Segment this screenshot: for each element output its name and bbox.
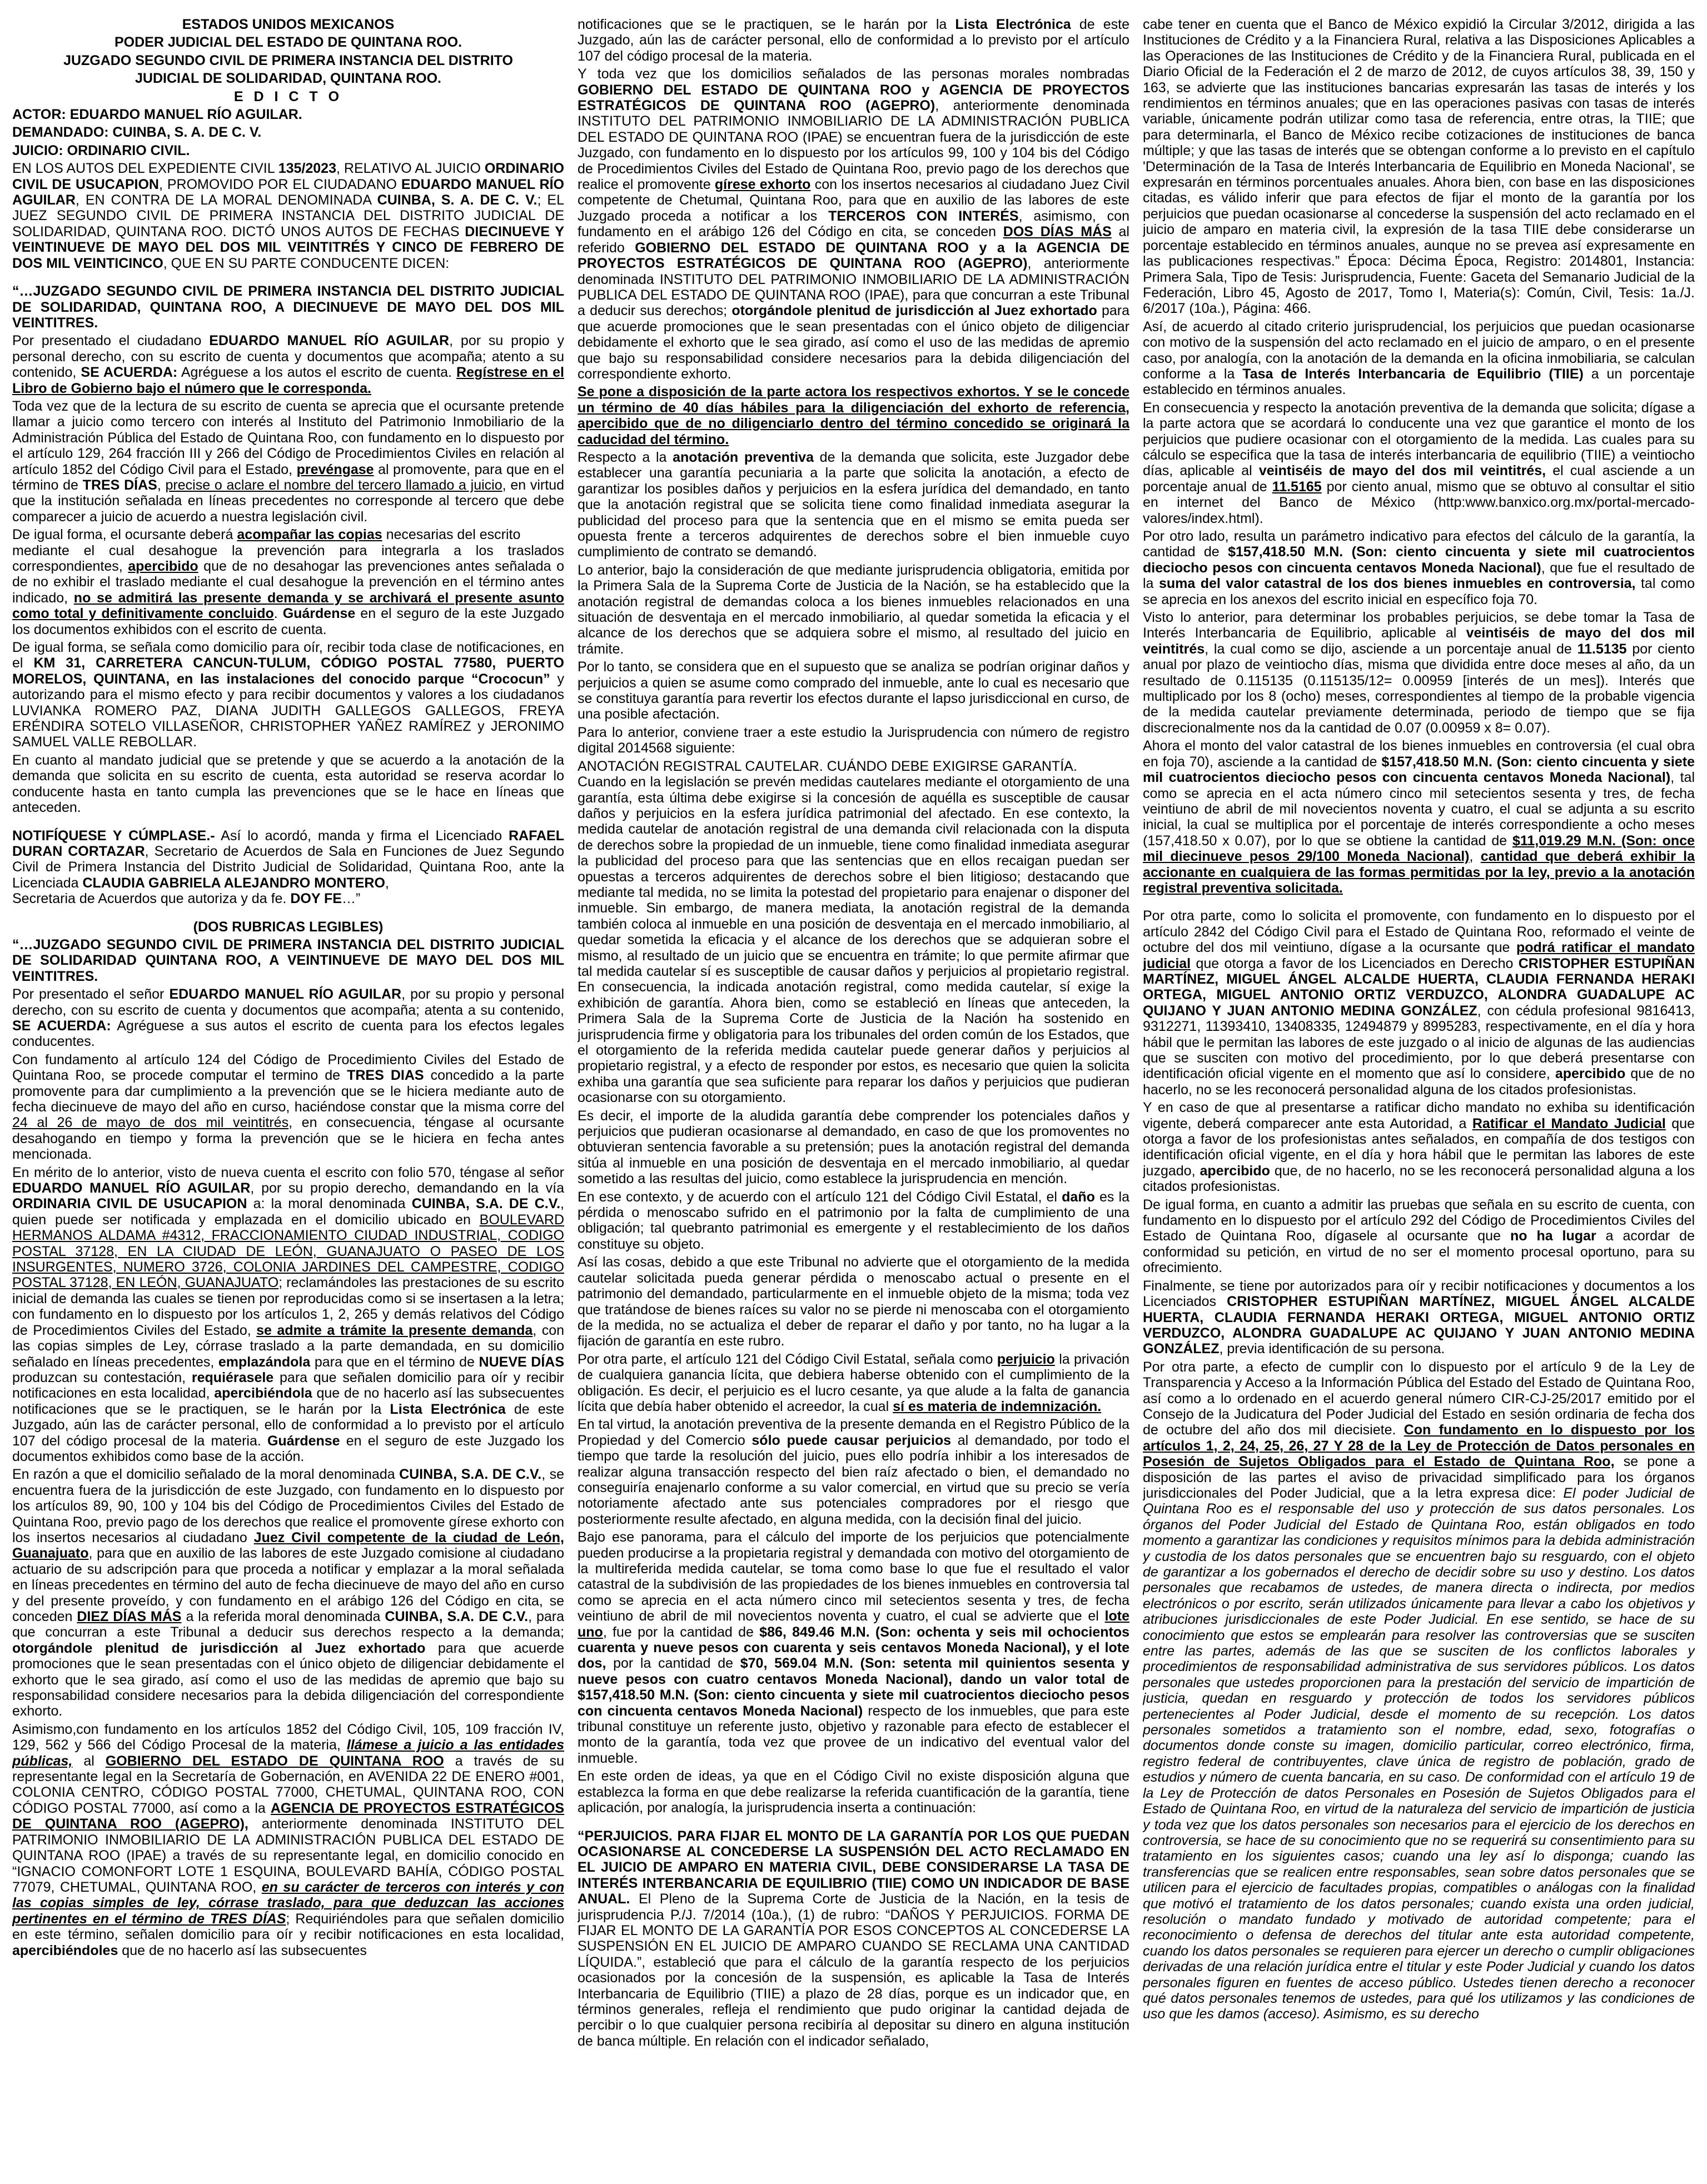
paragraph: Cuando en la legislación se prevén medidas cautelares mediante el otorgamiento de una garantía, esta última debe exigirse si la concesión de aquélla es susceptible de causar daños y perjuicios en la esfera jurídica patrimonial del afectado. En ese contexto, la medida cautelar de anotación registral de una demanda civil relacionada con la disputa de derechos sobre la propiedad de un inmueble, tiene como finalidad inmediata asegurar la publicidad del proceso para que las sentencias que en ellos recaigan puedan ser opuestas a terceros adquirentes de derechos sobre el bien litigioso; destacando que mediante tal medida, no se limita la potestad del propietario para enajenar o disponer del inmueble. Sin embargo, de manera mediata, la anotación registral de la demanda también coloca al inmueble en una posición de desventaja en el mercado inmobiliario, al quedar sometida la eficacia y el alcance de los derechos que se adquieran sobre el mismo, al resultado de un juicio que se encuentra en trámite; lo que permite afirmar que tal medida cautelar sí es susceptible de causar daños y perjuicios al propietario registral. En consecuencia, la indicada anotación registral, como medida cautelar, sí exige la exhibición de garantía. Ahora bien, como se estableció en líneas que anteceden, la Primera Sala de la Suprema Corte de Justicia de la Nación ha sostenido en jurisprudencia firme y obligatoria para los tribunales del orden común de los Estados, que el otorgamiento de la referida medida cautelar puede generar daños y perjuicios al propietario registral, y a efecto de responder por estos, es necesario que quien la solicita exhiba una garantía que sea suficiente para reparar los daños y perjuicios que pudieran ocasionarse con su otorgamiento. [578, 774, 1129, 1106]
paragraph: Para lo anterior, conviene traer a este estudio la Jurisprudencia con número de registro digital 2014568 siguiente: [578, 724, 1129, 756]
header-judiciary: PODER JUDICIAL DEL ESTADO DE QUINTANA ROO. [114, 34, 462, 51]
paragraph: En cuanto al mandato judicial que se pretende y que se acuerdo a la anotación de la demanda que solicita en su escrito de cuenta, esta autoridad se reserva acordar lo conducente hasta en tanto cumpla las prevenciones que se le hace en líneas que anteceden. [12, 752, 564, 816]
paragraph: Bajo ese panorama, para el cálculo del importe de los perjuicios que potencialmente pueden producirse a la propietaria registral y demandada con motivo del otorgamiento de la multireferida medida cautelar, se toma como base lo que fue el resultado el valor catastral de la subdivisión de las propiedades de los bienes inmuebles en controversia tal como se aprecia en el acta número cinco mil setecientos sesenta y tres, de fecha veintiuno de abril de mil novecientos noventa y cuatro, el cual se advierte que el lote uno, fue por la cantidad de $86, 849.46 M.N. (Son: ochenta y seis mil ochocientos cuarenta y nueve pesos con cuarenta y seis centavos Moneda Nacional), y el lote dos, por la cantidad de $70, 569.04 M.N. (Son: setenta mil quinientos sesenta y nueve pesos con cuatro centavos Moneda Nacional), dando un valor total de $157,418.50 M.N. (Son: ciento cincuenta y siete mil cuatrocientos dieciocho pesos con cincuenta centavos Moneda Nacional) respecto de los inmuebles, que para este tribunal constituye un referente justo, objetivo y razonable para efecto de establecer el monto de la garantía, toda vez que provee de un indicativo del eventual valor del inmueble. [578, 1529, 1129, 1766]
paragraph: En tal virtud, la anotación preventiva de la presente demanda en el Registro Público de la Propiedad y del Comercio sólo puede causar perjuicios al demandado, por todo el tiempo que tarde la resolución del juicio, pues ello podría inhibir a los interesados de realizar alguna transacción respecto del bien raíz afectado o bien, el demandado no conseguiría enajenarlo conforme a su valor comercial, en virtud que su precio se vería notoriamente afectado ante sus potenciales compradores por el riesgo que posteriormente resulte afectado, en alguna medida, con la decisión final del juicio. [578, 1417, 1129, 1527]
paragraph: Por otra parte, el artículo 121 del Código Civil Estatal, señala como perjuicio la privación de cualquiera ganancia lícita, que debiera haberse obtenido con el cumplimiento de la obligación. Es decir, el perjuicio es el lucro cesante, ya que alude a la falta de ganancia lícita que debía haber obtenido el acreedor, la cual sí es materia de indemnización. [578, 1351, 1129, 1414]
defendant-label: DEMANDADO: CUINBA, S. A. DE C. V. [12, 124, 262, 141]
intro-paragraph: EN LOS AUTOS DEL EXPEDIENTE CIVIL 135/2023, RELATIVO AL JUICIO ORDINARIO CIVIL DE USUCAPION, PROMOVIDO POR EL CIUDADANO EDUARDO MANUEL RÍO AGUILAR, EN CONTRA DE LA MORAL DENOMINADA CUINBA, S. A. DE C. V.; EL JUEZ SEGUNDO CIVIL DE PRIMERA INSTANCIA DEL DISTRITO JUDICIAL DE SOLIDARIDAD, QUINTANA ROO. DICTÓ UNOS AUTOS DE FECHAS DIECINUEVE Y VEINTINUEVE DE MAYO DEL DOS MIL VEINTITRÉS Y CINCO DE FEBRERO DE DOS MIL VEINTICINCO, QUE EN SU PARTE CONDUCENTE DICEN: [12, 161, 564, 271]
paragraph: De igual forma, en cuanto a admitir las pruebas que señala en su escrito de cuenta, con fundamento en lo dispuesto por el artículo 292 del Código de Procedimientos Civiles del Estado de Quintana Roo, dígasele al ocursante que no ha lugar a acordar de conformidad su petición, en virtud de no ser el momento procesal oportuno, para su ofrecimiento. [1143, 1196, 1695, 1276]
paragraph: Se pone a disposición de la parte actora los respectivos exhortos. Y se le concede un término de 40 días hábiles para la diligenciación del exhorto de referencia, apercibido que de no diligenciarlo dentro del término concedido se originará la caducidad del término. [578, 384, 1129, 447]
paragraph: En este orden de ideas, ya que en el Código Civil no existe disposición alguna que establezca la forma en que debe realizarse la referida cuantificación de la garantía, tiene aplicación, por analogía, la jurisprudencia inserta a continuación: [578, 1768, 1129, 1816]
column-3 [1143, 17, 1695, 2173]
header-country: ESTADOS UNIDOS MEXICANOS [182, 17, 395, 32]
paragraph: En mérito de lo anterior, visto de nueva cuenta el escrito con folio 570, téngase al señor EDUARDO MANUEL RÍO AGUILAR, por su propio derecho, demandando en la vía ORDINARIA CIVIL DE USUCAPION a: la moral denominada CUINBA, S.A. DE C.V., quien puede ser notificada y emplazada en el domicilio ubicado en BOULEVARD HERMANOS ALDAMA #4312, FRACCIONAMIENTO CIUDAD INDUSTRIAL, CODIGO POSTAL 37128, EN LA CIUDAD DE LEÓN, GUANAJUATO O PASEO DE LOS INSURGENTES, NUMERO 3726, COLONIA JARDINES DEL CAMPESTRE, CODIGO POSTAL 37128, EN LEÓN, GUANAJUATO; reclamándoles las prestaciones de su escrito inicial de demanda las cuales se tienen por reproducidas como si se insertasen a la letra; con fundamento en lo dispuesto por los artículos 1, 2, 265 y demás relativos del Código de Procedimientos Civiles del Estado, se admite a trámite la presente demanda, con las copias simples de Ley, córrase traslado a la parte demandada, en su domicilio señalado en líneas precedentes, emplazándola para que en el término de NUEVE DÍAS produzcan su contestación, requiérasele para que señalen domicilio para oír y recibir notificaciones en esta localidad, apercibiéndola que de no hacerlo así las subsecuentes notificaciones que se le practiquen, se le harán por la Lista Electrónica de este Juzgado, aún las de carácter personal, ello de conformidad a lo previsto por el artículo 107 del código procesal de la materia. Guárdense en el seguro de este Juzgado los documentos exhibidos como base de la acción. [12, 1164, 564, 1464]
paragraph: Por otra parte, como lo solicita el promovente, con fundamento en lo dispuesto por el artículo 2842 del Código Civil para el Estado de Quintana Roo, reformado el veinte de octubre del dos mil veintiuno, dígase a la ocursante que podrá ratificar el mandato judicial que otorga a favor de los Licenciados en Derecho CRISTOPHER ESTUPIÑAN MARTÍNEZ, MIGUEL ÁNGEL ALCALDE HUERTA, CLAUDIA FERNANDA HERAKI ORTEGA, MIGUEL ANTONIO ORTIZ VERDUZCO, ALONDRA GUADALUPE AC QUIJANO Y JUAN ANTONIO MEDINA GONZÁLEZ, con cédula profesional 9816413, 9312271, 11393410, 13408335, 12494879 y 8995283, respectivamente, en el día y hora hábil que le permitan las labores de este juzgado o al inicio de algunas de las audiencias que se susciten con motivo del procedimiento, por lo que deberá presentarse con identificación oficial vigente en el momento que así lo considere, apercibido que de no hacerlo, no se les reconocerá personalidad alguna de los citados profesionistas. [1143, 908, 1695, 1098]
paragraph: En consecuencia y respecto la anotación preventiva de la demanda que solicita; dígase a la parte actora que se acordará lo conducente una vez que garantice el monto de los perjuicios que pudiere ocasionar con el otorgamiento de la medida. Las cuales para su cálculo se especifica que la tasa de interés interbancaria de equilibrio (TIIE) a veintiocho días, aplicable al veintiséis de mayo del dos mil veintitrés, el cual asciende a un porcentaje anual de 11.5165 por ciento anual, mismo que se obtuvo al consultar el sitio en internet del Banco de México (http:www.banxico.org.mx/portal-mercado-valores/index.html). [1143, 400, 1695, 526]
column-1 [12, 17, 564, 2173]
header-court: JUZGADO SEGUNDO CIVIL DE PRIMERA INSTANCIA DEL DISTRITO [63, 52, 513, 68]
paragraph: Por otra parte, a efecto de cumplir con lo dispuesto por el artículo 9 de la Ley de Transparencia y Acceso a la Información Pública del Estado del Estado de Quintana Roo, así como a lo ordenado en el acuerdo general número CIR-CJ-25/2017 emitido por el Consejo de la Judicatura del Poder Judicial del Estado en sesión ordinaria de fecha dos de octubre del año dos mil diecisiete. Con fundamento en lo dispuesto por los artículos 1, 2, 24, 25, 26, 27 Y 28 de la Ley de Protección de Datos personales en Posesión de Sujetos Obligados para el Estado de Quintana Roo, se pone a disposición de las partes el aviso de privacidad simplificado para los órganos jurisdiccionales del Poder Judicial, que a la letra expresa dice: El poder Judicial de Quintana Roo es el responsable del uso y protección de sus datos personales. Los órganos del Poder Judicial del Estado de Quintana Roo, están obligados en todo momento a garantizar las condiciones y requisitos mínimos para la debida administración y custodia de los datos personales que se encuentren bajo su resguardo, con el objeto de garantizar a los gobernados el derecho de decidir sobre su uso y destino. Los datos personales que recabamos de ustedes, de manera directa o indirecta, por medios electrónicos o por escrito, serán utilizados únicamente para llevar a cabo los objetivos y atribuciones jurisdiccionales de este Poder Judicial. En ese sentido, se hace de su conocimiento que estos se emplearán para resolver las controversias que se susciten entre las partes, además de las que se susciten de los conflictos laborales y procedimientos de responsabilidad administrativa de sus servidores públicos. Los datos personales que ustedes proporcionen para la prestación del servicio de impartición de justicia, quedan en resguardo y protección de todos los servidores públicos pertenecientes al Poder Judicial, desde el momento de su recepción. Los datos personales sometidos a tratamiento son el nombre, edad, sexo, fotografías o documentos donde conste su imagen, domicilio particular, correo electrónico, firma, registro federal de contribuyentes, clave única de registro de población, grado de estudios y número de cuenta bancaria, en su caso. De conformidad con el artículo 19 de la Ley de Protección de datos Personales en Posesión de Sujetos Obligados para el Estado de Quintana Roo, en virtud de la naturaleza del servicio de impartición de justicia y toda vez que los datos personales son necesarios para el ejercicio de los derechos en controversia, se hace de su conocimiento que no se requerirá su consentimiento para su tratamiento en los siguientes casos; cuando una ley así lo disponga; cuando las transferencias que se realicen entre responsables, sean sobre datos personales que se utilicen para el ejercicio de facultades propias, compatibles o análogas con la finalidad que motivó el tratamiento de los datos personales; cuando exista una orden judicial, resolución o mandato fundado y motivado de autoridad competente; para el reconocimiento o defensa de derechos del titular ante esta autoridad competente, cuando los datos personales se requieren para ejercer un derecho o cumplir obligaciones derivadas de una relación jurídica entre el titular y este Poder Judicial y cuando los datos personales figuren en fuentes de acceso público. Ustedes tienen derecho a reconocer qué datos personales tenemos de ustedes, para qué los utilizamos y las condiciones de uso que les damos (acceso). Asimismo, es su derecho [1143, 1359, 1695, 2022]
page-title: E D I C T O [233, 88, 343, 104]
paragraph: Ahora el monto del valor catastral de los bienes inmuebles en controversia (el cual obra en foja 70), asciende a la cantidad de $157,418.50 M.N. (Son: ciento cincuenta y siete mil cuatrocientos dieciocho pesos con cincuenta centavos Moneda Nacional), tal como se aprecia en el acta número cinco mil setecientos sesenta y tres, de fecha veintiuno de abril de mil novecientos noventa y cuatro, el cual se adjunta a su escrito inicial, la cual se multiplica por el porcentaje de interés correspondiente a ocho meses (157,418.50 x 0.07), por lo que se obtiene la cantidad de $11,019.29 M.N. (Son: once mil diecinueve pesos 29/100 Moneda Nacional), cantidad que deberá exhibir la accionante en cualquiera de las formas permitidas por la ley, previo a la anotación registral preventiva solicitada. [1143, 738, 1695, 896]
paragraph: Toda vez que de la lectura de su escrito de cuenta se aprecia que el ocursante pretende llamar a juicio como tercero con interés al Instituto del Patrimonio Inmobiliario de la Administración Pública del Estado de Quintana Roo, con fundamento en lo dispuesto por el artículo 129, 264 fracción III y 266 del Código de Procedimientos Civiles en relación al artículo 1852 del Código Civil para el Estado, prevéngase al promovente, para que en el término de TRES DÍAS, precise o aclare el nombre del tercero llamado a juicio, en virtud que la institución señalada en líneas precedentes no corresponde al tercero que debe comparecer a juicio de acuerdo a nuestra legislación civil. [12, 398, 564, 525]
paragraph: Finalmente, se tiene por autorizados para oír y recibir notificaciones y documentos a los Licenciados CRISTOPHER ESTUPIÑAN MARTÍNEZ, MIGUEL ÁNGEL ALCALDE HUERTA, CLAUDIA FERNANDA HERAKI ORTEGA, MIGUEL ANTONIO ORTIZ VERDUZCO, ALONDRA GUADALUPE AC QUIJANO Y JUAN ANTONIO MEDINA GONZÁLEZ, previa identificación de su persona. [1143, 1278, 1695, 1357]
paragraph: En ese contexto, y de acuerdo con el artículo 121 del Código Civil Estatal, el daño es la pérdida o menoscabo sufrido en el patrimonio por la falta de cumplimiento de una obligación; tal quebranto patrimonial es emergente y el restablecimiento de los daños constituye su objeto. [578, 1189, 1129, 1252]
paragraph: Así, de acuerdo al citado criterio jurisprudencial, los perjuicios que puedan ocasionarse con motivo de la suspensión del acto reclamado en el juicio de amparo, o en el presente caso, por analogía, con la anotación de la demanda en la oficina inmobiliaria, se calculan conforme a la Tasa de Interés Interbancaria de Equilibrio (TIIE) a un porcentaje establecido en términos anuales. [1143, 318, 1695, 398]
paragraph: Y en caso de que al presentarse a ratificar dicho mandato no exhiba su identificación vigente, deberá comparecer ante esta Autoridad, a Ratificar el Mandato Judicial que otorga a favor de los profesionistas antes señalados, en compañía de dos testigos con identificación oficial vigente, en el día y hora hábil que le permitan las labores de este juzgado, apercibido que, de no hacerlo, no se les reconocerá personalidad alguna a los citados profesionistas. [1143, 1100, 1695, 1195]
paragraph: De igual forma, el ocursante deberá acompañar las copias necesarias del escrito mediante el cual desahogue la prevención para integrarla a los traslados correspondientes, apercibido que de no desahogar las prevenciones antes señalada o de no exhibir el traslado mediante el cual desahogue la prevención en el término antes indicado, no se admitirá las presente demanda y se archivará el presente asunto como total y definitivamente concluido. Guárdense en el seguro de la este Juzgado los documentos exhibidos con el escrito de cuenta. [12, 527, 564, 637]
paragraph: Por presentado el señor EDUARDO MANUEL RÍO AGUILAR, por su propio y personal derecho, con su escrito de cuenta y documentos que acompaña; atenta a su contenido, SE ACUERDA: Agréguese a sus autos el escrito de cuenta para los efectos legales conducentes. [12, 986, 564, 1050]
paragraph: Por otro lado, resulta un parámetro indicativo para efectos del cálculo de la garantía, la cantidad de $157,418.50 M.N. (Son: ciento cincuenta y siete mil cuatrocientos dieciocho pesos con cincuenta centavos Moneda Nacional), que fue el resultado de la suma del valor catastral de los dos bienes inmuebles en controversia, tal como se aprecia en los anexos del escrito inicial en específico foja 70. [1143, 528, 1695, 607]
paragraph: Lo anterior, bajo la consideración de que mediante jurisprudencia obligatoria, emitida por la Primera Sala de la Suprema Corte de Justicia de la Nación, se ha establecido que la anotación registral de demandas coloca a los bienes inmuebles relacionados en una situación de desventaja en el mercado inmobiliario, al quedar sometida la eficacia y el alcance de los derechos que se adquiera sobre el mismo, al resultado del juicio en trámite. [578, 562, 1129, 657]
signatures-note: (DOS RUBRICAS LEGIBLES) [193, 919, 384, 935]
paragraph: Con fundamento al artículo 124 del Código de Procedimiento Civiles del Estado de Quintana Roo, se procede computar el termino de TRES DIAS concedido a la parte promovente para dar cumplimiento a la prevención que se le hiciera mediante auto de fecha diecinueve de mayo del año en curso, haciéndose constar que la misma corre del 24 al 26 de mayo de dos mil veintitrés, en consecuencia, téngase al ocursante desahogando en tiempo y forma la prevención que se le hiciera en fecha antes mencionada. [12, 1051, 564, 1163]
paragraph: En razón a que el domicilio señalado de la moral denominada CUINBA, S.A. DE C.V., se encuentra fuera de la jurisdicción de este Juzgado, con fundamento en lo dispuesto por los artículos 89, 90, 100 y 104 bis del Código de Procedimientos Civiles del Estado de Quintana Roo, previo pago de los derechos que realice el promovente gírese exhorto con los insertos necesarios al ciudadano Juez Civil competente de la ciudad de León, Guanajuato, para que en auxilio de las labores de este Juzgado comisione al ciudadano actuario de su adscripción para que proceda a notificar y emplazar a la moral señalada en líneas precedentes en término del auto de fecha diecinueve de mayo del año en curso y del presente proveído, y con fundamento en el arábigo 126 del Código en cita, se conceden DIEZ DÍAS MÁS a la referida moral denominada CUINBA, S.A. DE C.V., para que concurran a este Tribunal a deducir sus derechos respecto a la demanda; otorgándole plenitud de jurisdicción al Juez exhortado para que acuerde promociones que le sean presentadas con el único objeto de diligenciar debidamente el exhorto que le sea girado, así como el uso de las medidas de apremio que bajo su responsabilidad considere necesarios para la debida diligenciación del correspondiente exhorto. [12, 1467, 564, 1719]
paragraph: cabe tener en cuenta que el Banco de México expidió la Circular 3/2012, dirigida a las Instituciones de Crédito y a la Financiera Rural, relativa a las Disposiciones Aplicables a las Operaciones de las Instituciones de Crédito y de la Financiera Rural, publicada en el Diario Oficial de la Federación el 2 de marzo de 2012, de cuyos artículos 38, 39, 150 y 163, se advierte que las instituciones bancarias expresarán las tasas de interés y los rendimientos en términos anuales; que en las operaciones pasivas con tasas de interés variable, únicamente podrán utilizar como tasa de referencia, entre otras, la TIIE; que para determinarla, el Banco de México recibe cotizaciones de instituciones de banca múltiple; y que las tasas de interés que se obtengan conforme a lo previsto en el capítulo 'Determinación de la Tasa de Interés Interbancaria de Equilibrio en Moneda Nacional', se expresarán en términos porcentuales anuales. Ahora bien, con base en las disposiciones citadas, es válido inferir que para efectos de fijar el monto de la garantía por los perjuicios que puedan ocasionarse al concederse la suspensión del acto reclamado en el juicio de amparo en materia civil, la expresión de la tasa TIIE debe considerarse un porcentaje establecido en términos anuales, aunque no se prevea así expresamente en las publicaciones respectivas.” Época: Décima Época, Registro: 2014801, Instancia: Primera Sala, Tipo de Tesis: Jurisprudencia, Fuente: Gaceta del Semanario Judicial de la Federación, Libro 45, Agosto de 2017, Tomo I, Materia(s): Común, Civil, Tesis: 1a./J. 6/2017 (10a.), Página: 466. [1143, 17, 1695, 317]
paragraph: “PERJUICIOS. PARA FIJAR EL MONTO DE LA GARANTÍA POR LOS QUE PUEDAN OCASIONARSE AL CONCEDERSE LA SUSPENSIÓN DEL ACTO RECLAMADO EN EL JUICIO DE AMPARO EN MATERIA CIVIL, DEBE CONSIDERARSE LA TASA DE INTERÉS INTERBANCARIA DE EQUILIBRIO (TIIE) COMO UN INDICADOR DE BASE ANUAL. El Pleno de la Suprema Corte de Justicia de la Nación, en la tesis de jurisprudencia P./J. 7/2014 (10a.), (1) de rubro: “DAÑOS Y PERJUICIOS. FORMA DE FIJAR EL MONTO DE LA GARANTÍA POR ESOS CONCEPTOS AL CONCEDERSE LA SUSPENSIÓN EN EL JUICIO DE AMPARO CUANDO SE RECLAMA UNA CANTIDAD LÍQUIDA.”, estableció que para el cálculo de la garantía respecto de los perjuicios ocasionados por la concesión de la suspensión, es aplicable la Tasa de Interés Interbancaria de Equilibrio (TIIE) a plazo de 28 días, porque es un indicador que, en términos generales, refleja el rendimiento que pudo originar la cantidad dejada de percibir o lo que cualquier persona recibiría al depositar su dinero en alguna institución de banca múltiple. En relación con el indicador señalado, [578, 1828, 1129, 2049]
auto1-heading: “…JUZGADO SEGUNDO CIVIL DE PRIMERA INSTANCIA DEL DISTRITO JUDICIAL DE SOLIDARIDAD, QUINTANA ROO, A DIECINUEVE DE MAYO DEL DOS MIL VEINTITRES. [12, 283, 564, 331]
paragraph: Y toda vez que los domicilios señalados de las personas morales nombradas GOBIERNO DEL ESTADO DE QUINTANA ROO y AGENCIA DE PROYECTOS ESTRATÉGICOS DE QUINTANA ROO (AGEPRO), anteriormente denominada INSTITUTO DEL PATRIMONIO INMOBILIARIO DE LA ADMINISTRACIÓN PUBLICA DEL ESTADO DE QUINTANA ROO (IPAE) se encuentran fuera de la jurisdicción de este Juzgado, con fundamento en lo dispuesto por los artículos 99, 100 y 104 bis del Código de Procedimientos Civiles del Estado de Quintana Roo, previo pago de los derechos que realice el promovente gírese exhorto con los insertos necesarios al ciudadano Juez Civil competente de Chetumal, Quintana Roo, para que en auxilio de las labores de este Juzgado proceda a notificar a los TERCEROS CON INTERÉS, asimismo, con fundamento en el arábigo 126 del Código en cita, se conceden DOS DÍAS MÁS al referido GOBIERNO DEL ESTADO DE QUINTANA ROO y a la AGENCIA DE PROYECTOS ESTRATÉGICOS DE QUINTANA ROO (AGEPRO), anteriormente denominada INSTITUTO DEL PATRIMONIO INMOBILIARIO DE LA ADMINISTRACIÓN PUBLICA DEL ESTADO DE QUINTANA ROO (IPAE), para que concurran a este Tribunal a deducir sus derechos; otorgándole plenitud de jurisdicción al Juez exhortado para que acuerde promociones que le sean presentadas con el único objeto de diligenciar debidamente el exhorto que le sea girado, así como el uso de las medidas de apremio que bajo su responsabilidad considere necesarios para la debida diligenciación del correspondiente exhorto. [578, 66, 1129, 382]
actor-label: ACTOR: EDUARDO MANUEL RÍO AGUILAR. [12, 107, 302, 123]
paragraph: Así las cosas, debido a que este Tribunal no advierte que el otorgamiento de la medida cautelar solicitada pueda generar pérdida o menoscabo actual o presente en el patrimonio del demandado, particularmente en el inmueble objeto de la misma; toda vez que tratándose de bienes raíces su valor no se pierde ni menoscaba con el otorgamiento de la medida, no se actualiza el deber de reparar el daño y por tanto, no ha lugar a la fijación de garantía en este rubro. [578, 1254, 1129, 1349]
trial-label: JUICIO: ORDINARIO CIVIL. [12, 142, 190, 158]
jurisprudence-title: ANOTACIÓN REGISTRAL CAUTELAR. CUÁNDO DEBE EXIGIRSE GARANTÍA. [578, 758, 1077, 774]
paragraph: Por lo tanto, se considera que en el supuesto que se analiza se podrían originar daños y perjuicios a quien se asume como comprado del inmueble, ante lo cual es necesario que se constituya garantía para revertir los efectos durante el lapso jurisdiccional en curso, de una posible afectación. [578, 659, 1129, 722]
paragraph: De igual forma, se señala como domicilio para oír, recibir toda clase de notificaciones, en el KM 31, CARRETERA CANCUN-TULUM, CÓDIGO POSTAL 77580, PUERTO MORELOS, QUINTANA, en las instalaciones del conocido parque “Crococun” y autorizando para el mismo efecto y para recibir documentos y valores a los ciudadanos LUVIANKA ROMERO PAZ, DIANA JUDITH GALLEGOS GALLEGOS, FREYA ERÉNDIRA SOTELO VILLASEÑOR, CHRISTOPHER YAÑEZ RAMÍREZ y JERONIMO SAMUEL VALLE REBOLLAR. [12, 640, 564, 750]
paragraph: Visto lo anterior, para determinar los probables perjuicios, se debe tomar la Tasa de Interés Interbancaria de Equilibrio, aplicable al veintiséis de mayo del dos mil veintitrés, la cual como se dijo, asciende a un porcentaje anual de 11.5135 por ciento anual por plazo de veintiocho días, misma que dividida entre doce meses al año, da un resultado de 0.115135 (0.115135/12= 0.00959 [interés de un mes]). Interés que multiplicado por los 8 (ocho) meses, correspondientes al tiempo de la probable vigencia de la medida cautelar previamente determinada, periodo de tiempo que se fija discrecionalmente nos da la cantidad de 0.07 (0.00959 x 8= 0.07). [1143, 610, 1695, 736]
paragraph: Es decir, el importe de la aludida garantía debe comprender los potenciales daños y perjuicios que pudieran ocasionarse al demandado, en caso de que los promoventes no obtuvieran sentencia favorable a su pretensión; pues la anotación registral del demanda sitúa al inmueble en una posición de desventaja en el mercado inmobiliario, al quedar sometido a las resultas del juicio, como establece la jurisprudencia en mención. [578, 1108, 1129, 1187]
header-district: JUDICIAL DE SOLIDARIDAD, QUINTANA ROO. [135, 71, 441, 87]
paragraph: NOTIFÍQUESE Y CÚMPLASE.- Así lo acordó, manda y firma el Licenciado RAFAEL DURAN CORTAZAR, Secretario de Acuerdos de Sala en Funciones de Juez Segundo Civil de Primera Instancia del Distrito Judicial de Solidaridad, Quintana Roo, ante la Licenciada CLAUDIA GABRIELA ALEJANDRO MONTERO, Secretaria de Acuerdos que autoriza y da fe. DOY FE…” [12, 827, 564, 907]
paragraph: Por presentado el ciudadano EDUARDO MANUEL RÍO AGUILAR, por su propio y personal derecho, con su escrito de cuenta y documentos que acompaña; atento a su contenido, SE ACUERDA: Agréguese a los autos el escrito de cuenta. Regístrese en el Libro de Gobierno bajo el número que le corresponda. [12, 333, 564, 396]
paragraph: notificaciones que se le practiquen, se le harán por la Lista Electrónica de este Juzgado, aún las de carácter personal, ello de conformidad a lo previsto por el artículo 107 del código procesal de la materia. [578, 17, 1129, 64]
paragraph: Respecto a la anotación preventiva de la demanda que solicita, este Juzgador debe establecer una garantía pecuniaria a la parte que solicita la anotación, a efecto de garantizar los posibles daños y perjuicios en la esfera jurídica del demandado, en tanto que la anotación registral que se solicita tiene como finalidad inmediata asegurar la publicidad del proceso para que la sentencia que en el mismo se emita pueda ser opuesta frente a terceros adquirentes de derechos sobre el bien inmueble cuyo cumplimiento de contrato se demandó. [578, 449, 1129, 560]
paragraph: Asimismo,con fundamento en los artículos 1852 del Código Civil, 105, 109 fracción IV, 129, 562 y 566 del Código Procesal de la materia, llámese a juicio a las entidades públicas, al GOBIERNO DEL ESTADO DE QUINTANA ROO a través de su representante legal en la Secretaría de Gobernación, en AVENIDA 22 DE ENERO #001, COLONIA CENTRO, CÓDIGO POSTAL 77000, CHETUMAL, QUINTANA ROO, CON CÓDIGO POSTAL 77000, así como a la AGENCIA DE PROYECTOS ESTRATÉGICOS DE QUINTANA ROO (AGEPRO), anteriormente denominada INSTITUTO DEL PATRIMONIO INMOBILIARIO DE LA ADMINISTRACIÓN PUBLICA DEL ESTADO DE QUINTANA ROO (IPAE) a través de su representante legal, en domicilio conocido en “IGNACIO COMONFORT LOTE 1 ESQUINA, BOULEVARD BAHÍA, CÓDIGO POSTAL 77079, CHETUMAL, QUINTANA ROO, en su carácter de terceros con interés y con las copias simples de ley, córrase traslado, para que deduzcan las acciones pertinentes en el término de TRES DÍAS; Requiriéndoles para que señalen domicilio en este término, señalen domicilio para oír y recibir notificaciones en esta localidad, apercibiéndoles que de no hacerlo así las subsecuentes [12, 1721, 564, 1958]
column-2 [578, 17, 1129, 2173]
auto2-heading: “…JUZGADO SEGUNDO CIVIL DE PRIMERA INSTANCIA DEL DISTRITO JUDICIAL DE SOLIDARIDAD QUINTANA ROO, A VEINTINUEVE DE MAYO DEL DOS MIL VEINTITRES. [12, 936, 564, 984]
